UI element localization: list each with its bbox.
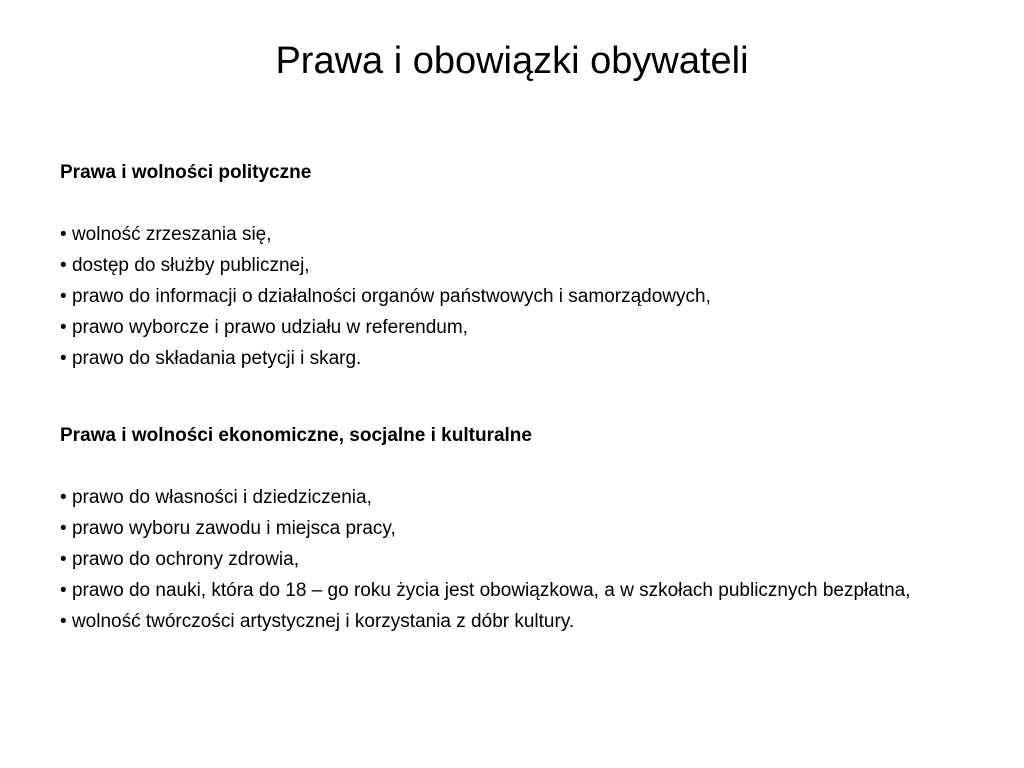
spacer xyxy=(60,451,940,482)
list-item-text: prawo do własności i dziedziczenia, xyxy=(71,487,372,508)
bullet-icon: • xyxy=(60,487,67,508)
bullet-icon: • xyxy=(60,286,67,307)
list-item xyxy=(60,575,940,606)
political-rights-list xyxy=(60,219,940,374)
list-item xyxy=(60,281,940,312)
bullet-icon: • xyxy=(60,224,67,245)
spacer xyxy=(60,374,940,420)
bullet-icon: • xyxy=(60,518,67,539)
list-item-text: prawo wyboru zawodu i miejsca pracy, xyxy=(71,518,396,539)
list-item-text: wolność zrzeszania się, xyxy=(71,224,272,245)
list-item xyxy=(60,482,940,513)
slide-title: Prawa i obowiązki obywateli xyxy=(275,40,749,82)
list-item-text: wolność twórczości artystycznej i korzystania z dóbr kultury. xyxy=(71,611,575,632)
list-item-text: dostęp do służby publicznej, xyxy=(71,255,310,276)
slide-content xyxy=(60,157,940,637)
list-item-text: prawo do informacji o działalności organów państwowych i samorządowych, xyxy=(71,286,711,307)
list-item xyxy=(60,343,940,374)
bullet-icon: • xyxy=(60,580,67,601)
list-item xyxy=(60,544,940,575)
bullet-icon: • xyxy=(60,255,67,276)
list-item xyxy=(60,606,940,637)
section-heading-economic: Prawa i wolności ekonomiczne, socjalne i kulturalne xyxy=(60,425,532,446)
section-heading-political: Prawa i wolności polityczne xyxy=(60,162,312,183)
list-item xyxy=(60,250,940,281)
list-item-text: prawo do składania petycji i skarg. xyxy=(71,348,362,369)
list-item xyxy=(60,513,940,544)
list-item xyxy=(60,312,940,343)
bullet-icon: • xyxy=(60,348,67,369)
bullet-icon: • xyxy=(60,549,67,570)
list-item-text: prawo wyborcze i prawo udziału w referendum, xyxy=(71,317,468,338)
spacer xyxy=(60,188,940,219)
list-item xyxy=(60,219,940,250)
bullet-icon: • xyxy=(60,611,67,632)
list-item-text: prawo do ochrony zdrowia, xyxy=(71,549,300,570)
bullet-icon: • xyxy=(60,317,67,338)
list-item-text: prawo do nauki, która do 18 – go roku życia jest obowiązkowa, a w szkołach publicznych bezpłatna, xyxy=(71,580,911,601)
economic-rights-list xyxy=(60,482,940,637)
